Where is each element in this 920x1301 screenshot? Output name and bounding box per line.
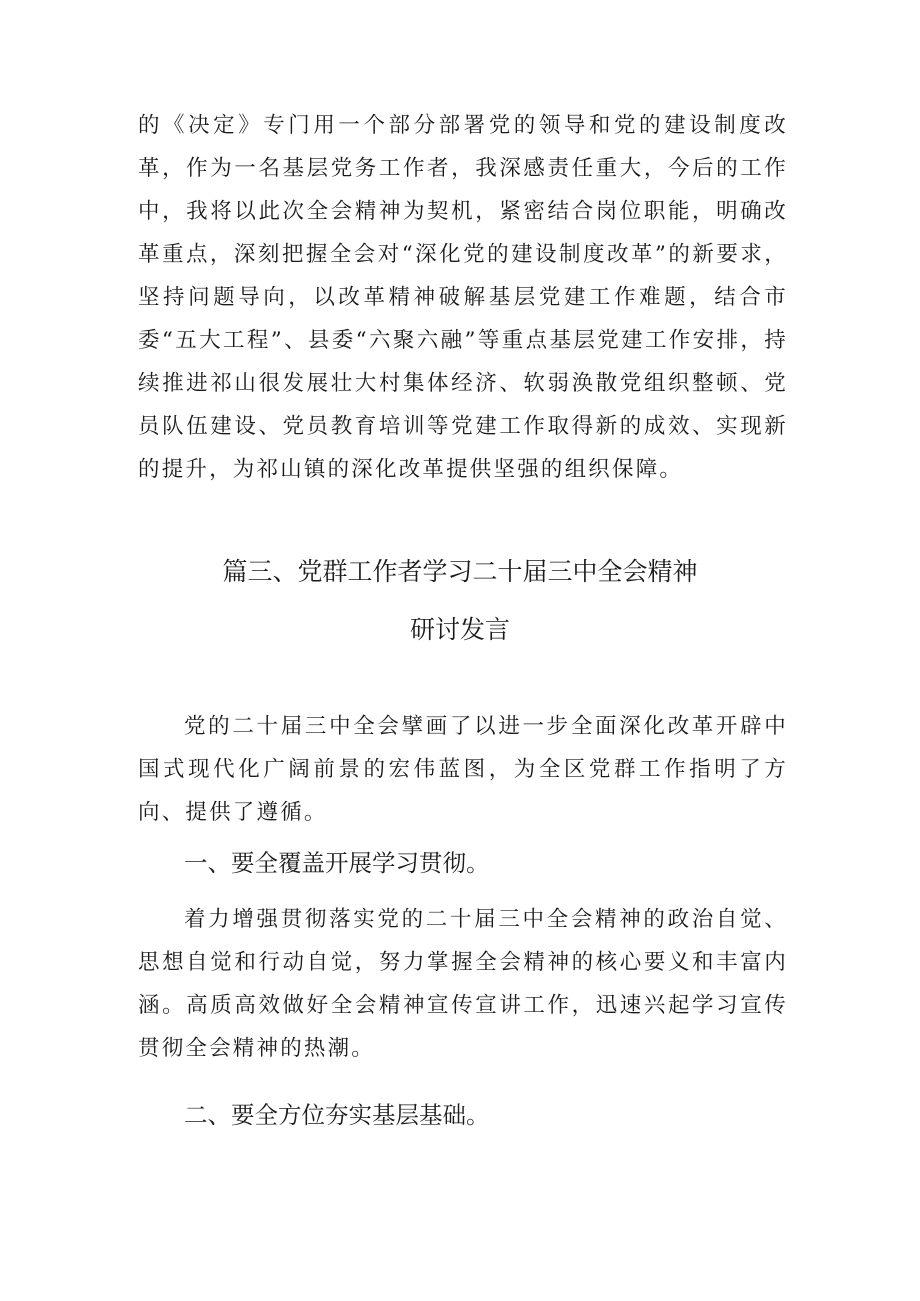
- article-title-line-1: 篇三、党群工作者学习二十届三中全会精神: [222, 557, 698, 586]
- section-paragraph-1: 着力增强贯彻落实党的二十届三中全会精神的政治自觉、思想自觉和行动自觉，努力掌握全会精神的核心要义和丰富内涵。高质高效做好全会精神宣传宣讲工作，迅速兴起学习宣传贯彻全会精神的热潮。: [138, 907, 788, 1061]
- intro-paragraph: 党的二十届三中全会擘画了以进一步全面深化改革开辟中国式现代化广阔前景的宏伟蓝图，为全区党群工作指明了方向、提供了遵循。: [138, 714, 788, 825]
- section-heading-1: 一、要全覆盖开展学习贯彻。: [184, 849, 490, 877]
- section-heading-2: 二、要全方位夯实基层基础。: [184, 1101, 490, 1129]
- article-title-line-2: 研讨发言: [409, 615, 510, 644]
- continuation-paragraph: 的《决定》专门用一个部分部署党的领导和党的建设制度改革，作为一名基层党务工作者，我深感责任重大，今后的工作中，我将以此次全会精神为契机，紧密结合岗位职能，明确改革重点，深刻把握全会对“深化党的建设制度改革”的新要求，坚持问题导向，以改革精神破解基层党建工作难题，结合市委“五大工程”、县委“六聚六融”等重点基层党建工作安排，持续推进祁山很发展壮大村集体经济、软弱涣散党组织整顿、党员队伍建设、党员教育培训等党建工作取得新的成效、实现新的提升，为祁山镇的深化改革提供坚强的组织保障。: [138, 113, 788, 482]
